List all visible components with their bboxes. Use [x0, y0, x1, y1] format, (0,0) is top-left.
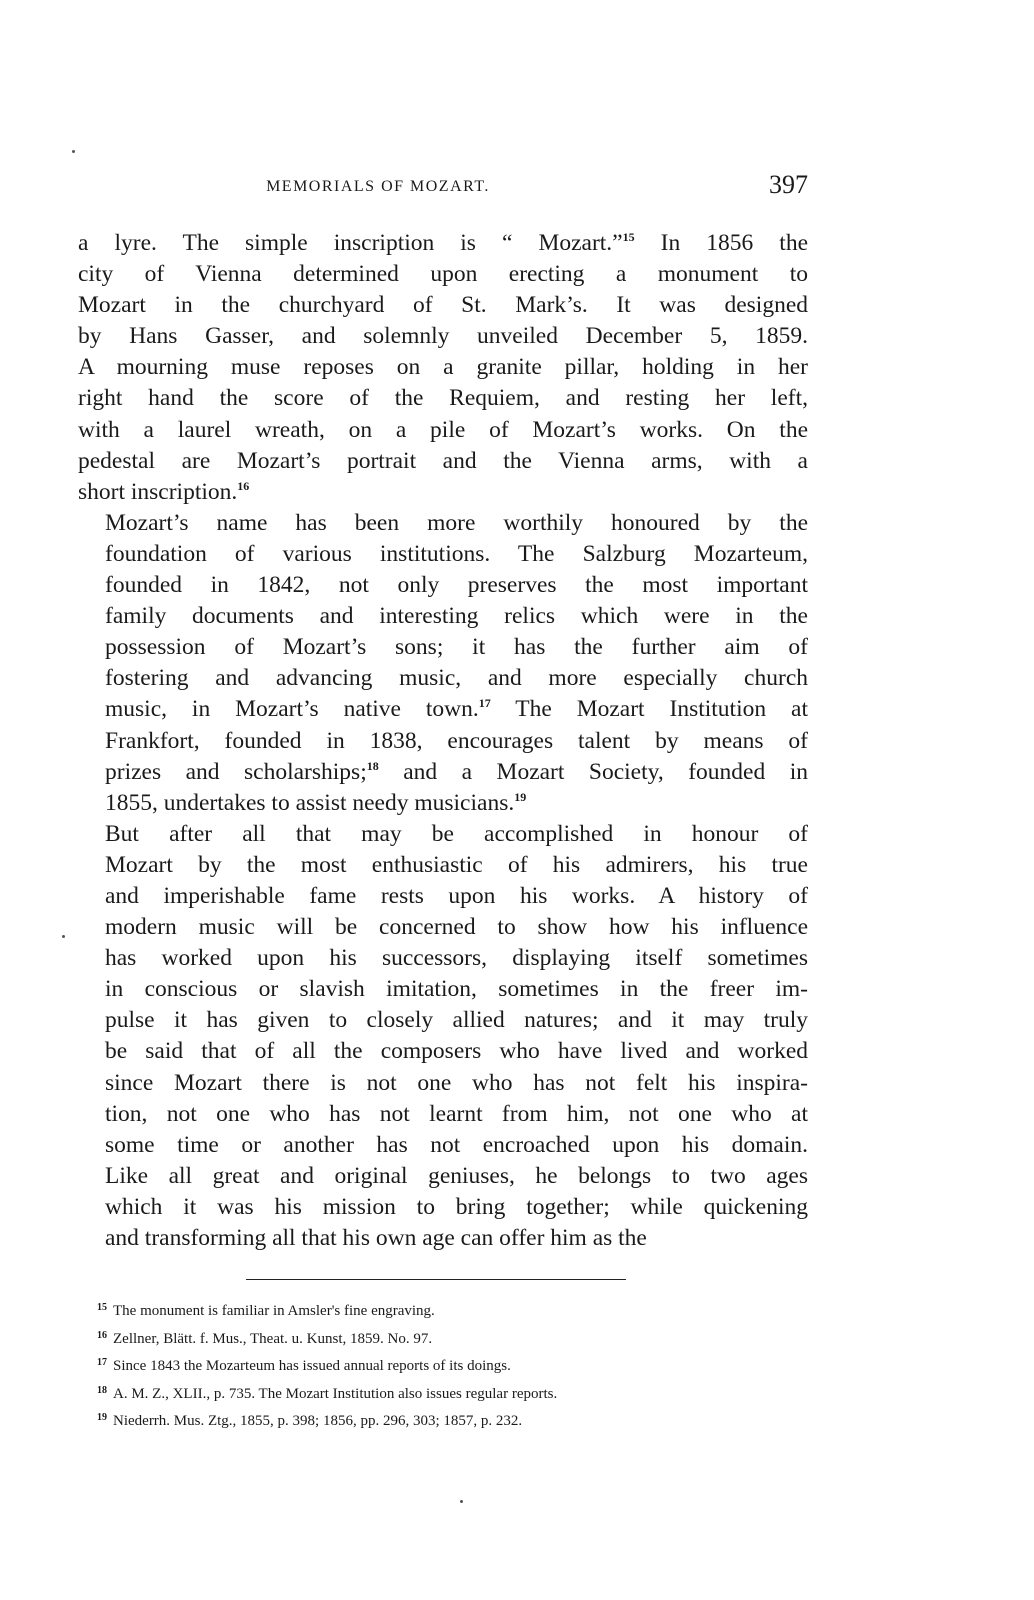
- text-line: [78, 1036, 808, 1067]
- line-text: be said that of all the composers who have lived and worked: [105, 1038, 808, 1065]
- line-text: fostering and advancing music, and more especially church: [105, 665, 808, 692]
- text-line: [78, 1192, 808, 1223]
- line-text: in conscious or slavish imitation, sometimes in the freer im-: [105, 976, 808, 1003]
- line-text: right hand the score of the Requiem, and resting her left,: [78, 385, 808, 412]
- text-line: [78, 321, 808, 352]
- line-text: by Hans Gasser, and solemnly unveiled December 5, 1859.: [78, 323, 808, 350]
- footnote-ref[interactable]: 18: [366, 758, 379, 773]
- speck-mark: [62, 935, 65, 938]
- text-line: [78, 383, 808, 414]
- text-line: [78, 632, 808, 663]
- footnote-ref[interactable]: 16: [237, 478, 250, 493]
- footnote-mark: 19: [97, 1412, 107, 1423]
- line-text: prizes and scholarships;: [105, 758, 367, 785]
- line-text: Frankfort, founded in 1838, encourages talent by means of: [105, 727, 808, 754]
- text-line: [78, 228, 808, 259]
- line-text: pulse it has given to closely allied natures; and it may truly: [105, 1007, 808, 1034]
- text-line: [78, 943, 808, 974]
- line-text: A mourning muse reposes on a granite pillar, holding in her: [78, 354, 808, 381]
- line-text: Mozart by the most enthusiastic of his admirers, his true: [105, 851, 808, 878]
- text-line: [78, 726, 808, 757]
- line-text: foundation of various institutions. The Salzburg Mozarteum,: [105, 540, 808, 567]
- line-text: modern music will be concerned to show how his influence: [105, 914, 808, 941]
- running-title: MEMORIALS OF MOZART.: [266, 178, 490, 195]
- paragraph: [78, 228, 808, 508]
- line-text: and imperishable fame rests upon his works. A history of: [105, 882, 808, 909]
- line-text: with a laurel wreath, on a pile of Mozart’s works. On the: [78, 416, 808, 443]
- footnotes: [78, 1298, 808, 1436]
- footnote-ref[interactable]: 17: [478, 696, 491, 711]
- text-line: [78, 477, 808, 508]
- text-line: [78, 663, 808, 694]
- footnote-text: The monument is familiar in Amsler's fine engraving.: [113, 1303, 435, 1319]
- footnote: [78, 1408, 808, 1432]
- line-text: short inscription.: [78, 478, 238, 505]
- page-header: [78, 170, 808, 210]
- footnote-ref[interactable]: 19: [514, 789, 527, 804]
- line-text: pedestal are Mozart’s portrait and the Vienna arms, with a: [78, 447, 808, 474]
- text-line: [78, 290, 808, 321]
- text-line: [78, 912, 808, 943]
- page-number: 397: [769, 170, 808, 199]
- footnote: [78, 1298, 808, 1322]
- speck-mark: [72, 150, 75, 153]
- line-text: founded in 1842, not only preserves the most important: [105, 572, 808, 599]
- line-text: some time or another has not encroached upon his domain.: [105, 1131, 808, 1158]
- footnote-rule: [246, 1279, 626, 1280]
- text-line: [78, 1099, 808, 1130]
- footnote: [78, 1381, 808, 1405]
- text-line: [78, 415, 808, 446]
- line-text: Mozart in the churchyard of St. Mark’s. It was designed: [78, 292, 808, 319]
- text-line: [78, 850, 808, 881]
- text-line: [78, 694, 808, 725]
- speck-mark: [460, 1500, 463, 1503]
- line-text: and a Mozart Society, founded in: [378, 758, 808, 785]
- line-text: since Mozart there is not one who has not felt his inspira-: [105, 1069, 808, 1096]
- line-text: possession of Mozart’s sons; it has the further aim of: [105, 634, 808, 661]
- text-line: [78, 788, 808, 819]
- body-text: [78, 228, 808, 1254]
- footnote-mark: 15: [97, 1302, 107, 1313]
- footnote-ref[interactable]: 15: [622, 230, 635, 244]
- text-line: [78, 259, 808, 290]
- text-line: [78, 446, 808, 477]
- text-line: [78, 819, 808, 850]
- text-line: [78, 352, 808, 383]
- text-line: [78, 881, 808, 912]
- text-line: [78, 539, 808, 570]
- footnote-text: Since 1843 the Mozarteum has issued annual reports of its doings.: [113, 1358, 511, 1374]
- paragraph: [78, 819, 808, 1254]
- line-text: music, in Mozart’s native town.: [105, 696, 479, 723]
- footnote-text: Zellner, Blätt. f. Mus., Theat. u. Kunst, 1859. No. 97.: [113, 1330, 433, 1347]
- line-text: a lyre. The simple inscription is “ Mozart.”: [78, 230, 623, 256]
- footnote-mark: 18: [97, 1384, 107, 1396]
- text-line: [78, 508, 808, 539]
- text-line: [78, 601, 808, 632]
- line-text: and transforming all that his own age can offer him as the: [105, 1225, 647, 1251]
- text-line: [78, 1161, 808, 1192]
- footnote-text: Niederrh. Mus. Ztg., 1855, p. 398; 1856, pp. 296, 303; 1857, p. 232.: [113, 1413, 523, 1429]
- text-line: [78, 757, 808, 788]
- line-text: tion, not one who has not learnt from him, not one who at: [105, 1100, 808, 1127]
- footnote-text: A. M. Z., XLII., p. 735. The Mozart Institution also issues regular reports.: [113, 1385, 558, 1402]
- text-line: [78, 1068, 808, 1099]
- paragraph: [78, 508, 808, 819]
- footnote-mark: 17: [97, 1357, 107, 1368]
- line-text: which it was his mission to bring together; while quickening: [105, 1193, 808, 1220]
- line-text: In 1856 the: [634, 230, 808, 256]
- line-text: The Mozart Institution at: [490, 696, 808, 723]
- text-line: [78, 1130, 808, 1161]
- line-text: Like all great and original geniuses, he belongs to two ages: [105, 1162, 808, 1189]
- text-line: [78, 570, 808, 601]
- text-line: [78, 1223, 808, 1254]
- line-text: But after all that may be accomplished in honour of: [105, 820, 808, 847]
- text-line: [78, 974, 808, 1005]
- line-text: has worked upon his successors, displaying itself sometimes: [105, 945, 808, 972]
- footnote: [78, 1353, 808, 1377]
- footnote-mark: 16: [97, 1329, 107, 1341]
- footnote: [78, 1326, 808, 1350]
- line-text: city of Vienna determined upon erecting a monument to: [78, 261, 808, 288]
- line-text: 1855, undertakes to assist needy musicians.: [105, 789, 515, 816]
- line-text: family documents and interesting relics which were in the: [105, 603, 808, 630]
- line-text: Mozart’s name has been more worthily honoured by the: [105, 509, 808, 536]
- text-line: [78, 1005, 808, 1036]
